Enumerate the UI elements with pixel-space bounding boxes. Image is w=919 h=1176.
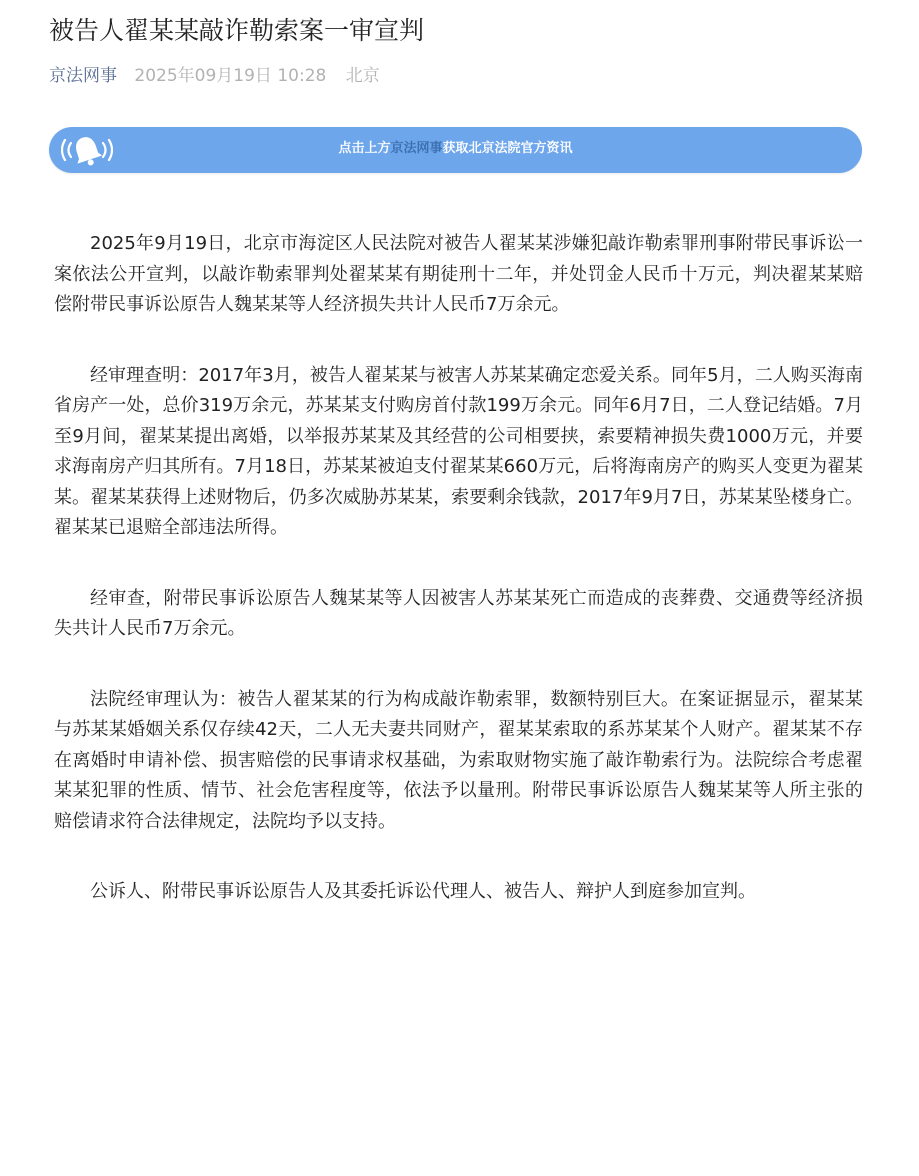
paragraph-verdict: 2025年9月19日，北京市海淀区人民法院对被告人翟某某涉嫌犯敲诈勒索罪刑事附带民事诉讼一案依法公开宣判，以敲诈勒索罪判处翟某某有期徒刑十二年，并处罚金人民币十万元，判决翟某某赔偿附带民事诉讼原告人魏某某等人经济损失共计人民币7万余元。 (54, 233, 863, 315)
paragraph-civil-claim: 经审查，附带民事诉讼原告人魏某某等人因被害人苏某某死亡而造成的丧葬费、交通费等经济损失共计人民币7万余元。 (54, 587, 863, 639)
banner-prefix: 点击上方 (338, 141, 391, 156)
follow-banner[interactable] (49, 127, 862, 173)
article-title: 被告人翟某某敲诈勒索案一审宣判 (49, 16, 425, 45)
article-body (54, 229, 863, 948)
publish-location: 北京 (345, 66, 380, 86)
account-name-link[interactable]: 京法网事 (49, 66, 117, 86)
banner-text (49, 138, 862, 160)
article-meta (49, 63, 380, 89)
paragraph-attendance: 公诉人、附带民事诉讼原告人及其委托诉讼代理人、被告人、辩护人到庭参加宣判。 (90, 881, 756, 902)
publish-time: 2025年09月19日 10:28 (134, 66, 327, 86)
paragraph-court-opinion: 法院经审理认为：被告人翟某某的行为构成敲诈勒索罪，数额特别巨大。在案证据显示，翟某某与苏某某婚姻关系仅存续42天，二人无夫妻共同财产，翟某某索取的系苏某某个人财产。翟某某不存在离婚时申请补偿、损害赔偿的民事请求权基础，为索取财物实施了敲诈勒索行为。法院综合考虑翟某某犯罪的性质、情节、社会危害程度等，依法予以量刑。附带民事诉讼原告人魏某某等人所主张的赔偿请求符合法律规定，法院均予以支持。 (54, 688, 863, 832)
banner-account-highlight: 京法网事 (390, 141, 443, 156)
banner-suffix: 获取北京法院官方资讯 (442, 141, 573, 156)
paragraph-facts: 经审理查明：2017年3月，被告人翟某某与被害人苏某某确定恋爱关系。同年5月，二人购买海南省房产一处，总价319万余元，苏某某支付购房首付款199万余元。同年6月7日，二人登记结婚。7月至9月间，翟某某提出离婚，以举报苏某某及其经营的公司相要挟，索要精神损失费1000万元，并要求海南房产归其所有。7月18日，苏某某被迫支付翟某某660万元，后将海南房产的购买人变更为翟某某。翟某某获得上述财物后，仍多次威胁苏某某，索要剩余钱款，2017年9月7日，苏某某坠楼身亡。翟某某已退赔全部违法所得。 (54, 364, 863, 538)
